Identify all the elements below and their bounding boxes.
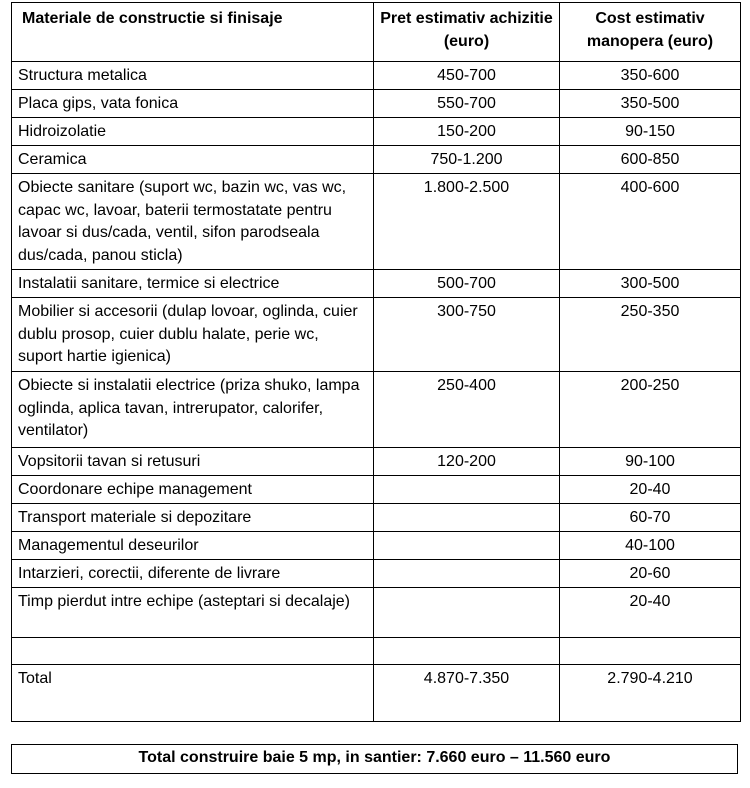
row-price xyxy=(374,588,560,638)
row-price xyxy=(374,476,560,504)
total-labor: 2.790-4.210 xyxy=(560,665,741,722)
row-price: 750-1.200 xyxy=(374,146,560,174)
row-item: Timp pierdut intre echipe (asteptari si decalaje) xyxy=(12,588,374,638)
table-row-total xyxy=(12,665,741,722)
grand-total-summary: Total construire baie 5 mp, in santier: 7.660 euro – 11.560 euro xyxy=(11,744,738,774)
row-labor: 250-350 xyxy=(560,298,741,372)
header-purchase-price: Pret estimativ achizitie (euro) xyxy=(374,3,560,62)
row-labor: 400-600 xyxy=(560,174,741,270)
row-labor: 20-60 xyxy=(560,560,741,588)
cost-table xyxy=(11,2,741,722)
row-item: Coordonare echipe management xyxy=(12,476,374,504)
row-labor xyxy=(560,638,741,665)
row-price: 500-700 xyxy=(374,270,560,298)
row-labor: 20-40 xyxy=(560,588,741,638)
table-header-row xyxy=(12,3,741,62)
row-labor: 300-500 xyxy=(560,270,741,298)
row-price: 550-700 xyxy=(374,90,560,118)
row-price: 250-400 xyxy=(374,372,560,448)
row-item: Placa gips, vata fonica xyxy=(12,90,374,118)
row-price xyxy=(374,532,560,560)
table-row xyxy=(12,588,741,638)
row-price: 150-200 xyxy=(374,118,560,146)
row-price: 450-700 xyxy=(374,62,560,90)
table-row xyxy=(12,146,741,174)
row-price xyxy=(374,638,560,665)
row-item: Obiecte si instalatii electrice (priza shuko, lampa oglinda, aplica tavan, intrerupator, calorifer, ventilator) xyxy=(12,372,374,448)
table-row xyxy=(12,476,741,504)
row-item: Transport materiale si depozitare xyxy=(12,504,374,532)
table-row xyxy=(12,504,741,532)
row-item: Obiecte sanitare (suport wc, bazin wc, vas wc, capac wc, lavoar, baterii termostatate pentru lavoar si dus/cada, ventil, sifon parodseala dus/cada, panou sticla) xyxy=(12,174,374,270)
row-labor: 20-40 xyxy=(560,476,741,504)
row-labor: 60-70 xyxy=(560,504,741,532)
row-labor: 90-150 xyxy=(560,118,741,146)
row-labor: 90-100 xyxy=(560,448,741,476)
table-row xyxy=(12,270,741,298)
row-price: 120-200 xyxy=(374,448,560,476)
header-materials: Materiale de constructie si finisaje xyxy=(12,3,374,62)
table-row xyxy=(12,372,741,448)
table-row xyxy=(12,174,741,270)
row-price xyxy=(374,504,560,532)
table-row xyxy=(12,298,741,372)
header-labor-cost: Cost estimativ manopera (euro) xyxy=(560,3,741,62)
row-item: Managementul deseurilor xyxy=(12,532,374,560)
table-row xyxy=(12,448,741,476)
total-label: Total xyxy=(12,665,374,722)
row-labor: 40-100 xyxy=(560,532,741,560)
row-price: 300-750 xyxy=(374,298,560,372)
table-row xyxy=(12,62,741,90)
row-item: Hidroizolatie xyxy=(12,118,374,146)
row-labor: 350-600 xyxy=(560,62,741,90)
row-labor: 200-250 xyxy=(560,372,741,448)
table-row xyxy=(12,560,741,588)
table-row xyxy=(12,532,741,560)
row-item: Instalatii sanitare, termice si electrice xyxy=(12,270,374,298)
row-price: 1.800-2.500 xyxy=(374,174,560,270)
row-item: Ceramica xyxy=(12,146,374,174)
row-item xyxy=(12,638,374,665)
row-item: Mobilier si accesorii (dulap lovoar, oglinda, cuier dublu prosop, cuier dublu halate, perie wc, suport hartie igienica) xyxy=(12,298,374,372)
table-row xyxy=(12,118,741,146)
row-item: Vopsitorii tavan si retusuri xyxy=(12,448,374,476)
row-labor: 600-850 xyxy=(560,146,741,174)
total-price: 4.870-7.350 xyxy=(374,665,560,722)
row-labor: 350-500 xyxy=(560,90,741,118)
row-price xyxy=(374,560,560,588)
row-item: Intarzieri, corectii, diferente de livrare xyxy=(12,560,374,588)
table-row xyxy=(12,90,741,118)
table-row-empty xyxy=(12,638,741,665)
row-item: Structura metalica xyxy=(12,62,374,90)
